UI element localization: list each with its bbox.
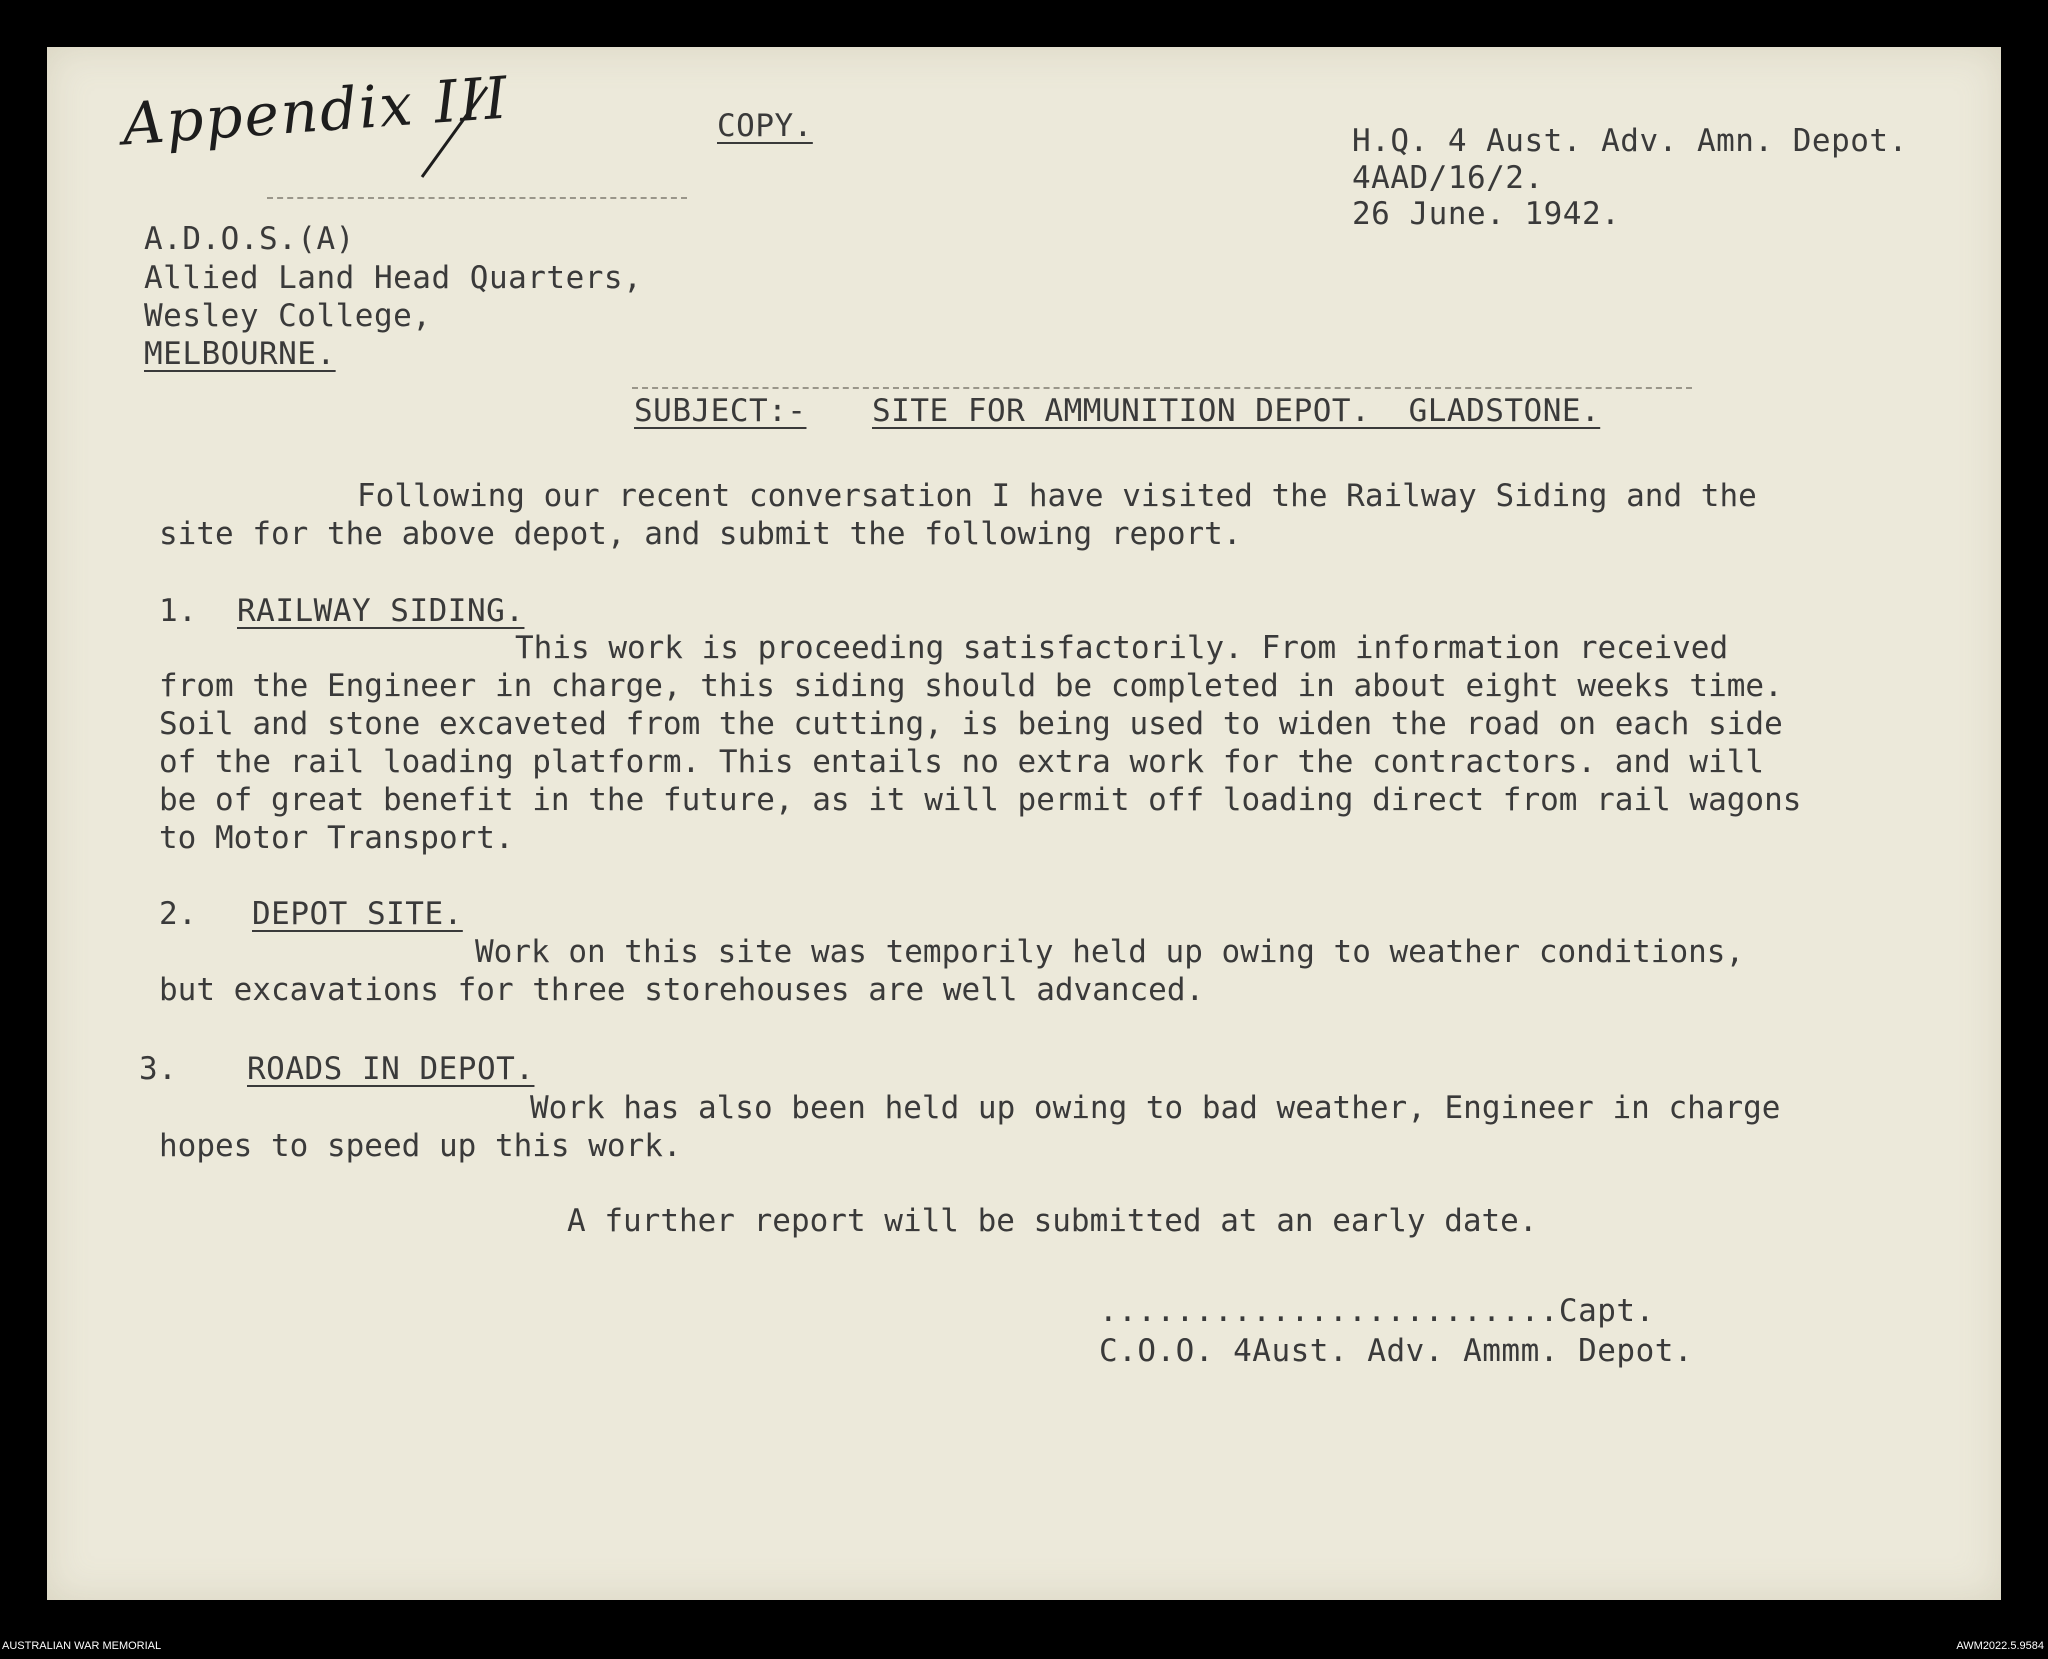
signature-line: ........................Capt.: [1099, 1293, 1655, 1329]
subject-text: SITE FOR AMMUNITION DEPOT. GLADSTONE.: [872, 393, 1601, 429]
section-3-line: hopes to speed up this work.: [159, 1128, 682, 1164]
section-1-line: This work is proceeding satisfactorily. From information received: [515, 630, 1729, 666]
copy-label: COPY.: [717, 108, 813, 144]
sender-line-1: H.Q. 4 Aust. Adv. Amn. Depot.: [1352, 123, 1908, 159]
sender-reference: 4AAD/16/2.: [1352, 160, 1544, 196]
section-2-line: but excavations for three storehouses are well advanced.: [159, 972, 1205, 1008]
signature-title: C.O.O. 4Aust. Adv. Ammm. Depot.: [1099, 1333, 1694, 1369]
faint-dashed-line: [267, 197, 687, 199]
handwritten-underline-mark: [412, 77, 492, 197]
section-1-line: be of great benefit in the future, as it will permit off loading direct from rail wagons: [159, 782, 1802, 818]
archive-credit: AUSTRALIAN WAR MEMORIAL: [2, 1640, 162, 1652]
section-2-number: 2.: [159, 896, 198, 932]
recipient-city: MELBOURNE.: [144, 336, 336, 372]
closing-line: A further report will be submitted at an early date.: [567, 1203, 1538, 1239]
section-1-heading: RAILWAY SIDING.: [237, 593, 525, 629]
intro-line-2: site for the above depot, and submit the following report.: [159, 516, 1242, 552]
document-date: 26 June. 1942.: [1352, 196, 1621, 232]
subject-label: SUBJECT:-: [634, 393, 807, 429]
section-1-line: Soil and stone excaveted from the cutting, is being used to widen the road on each side: [159, 706, 1783, 742]
recipient-line-3: Wesley College,: [144, 298, 432, 334]
subject-top-dashes: [632, 387, 1692, 389]
section-3-number: 3.: [139, 1051, 178, 1087]
archive-reference: AWM2022.5.9584: [1956, 1640, 2044, 1652]
intro-line-1: Following our recent conversation I have visited the Railway Siding and the: [357, 478, 1757, 514]
recipient-line-2: Allied Land Head Quarters,: [144, 260, 643, 296]
section-3-heading: ROADS IN DEPOT.: [247, 1051, 535, 1087]
document-page: [47, 47, 2001, 1600]
handwritten-appendix-label: Appendix III: [120, 63, 512, 159]
recipient-line-1: A.D.O.S.(A): [144, 221, 355, 257]
section-1-line: from the Engineer in charge, this siding should be completed in about eight weeks time.: [159, 668, 1783, 704]
section-1-line: of the rail loading platform. This entails no extra work for the contractors. and will: [159, 744, 1765, 780]
section-1-line: to Motor Transport.: [159, 820, 514, 856]
section-1-number: 1.: [159, 593, 198, 629]
section-3-line: Work has also been held up owing to bad weather, Engineer in charge: [530, 1090, 1781, 1126]
section-2-heading: DEPOT SITE.: [252, 896, 463, 932]
section-2-line: Work on this site was temporily held up owing to weather conditions,: [475, 934, 1745, 970]
